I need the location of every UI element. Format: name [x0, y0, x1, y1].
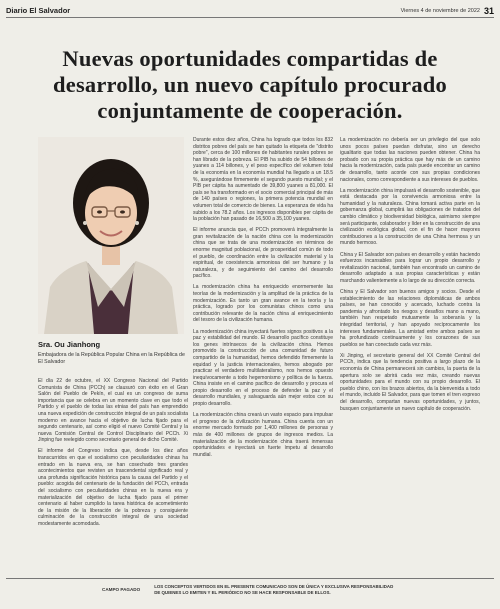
- paragraph: La modernización china inyectará fuertes signos positivos a la paz y estabilidad del mundo. El desarrollo pacífico constituye los genes intrínsecos de la civilización china. Hemos promovido la construcción de una comunidad de futuro compartido de la humanidad, hemos defendido firmemente la equidad y la justicia internacionales, hemos abogado por practicar el verdadero multilateralismo, nos hemos opuesto inequívocamente a todo hegemonismo y política de la fuerza. China insiste en el camino pacífico de desarrollo y procura el propio desarrollo en el proceso de defender la paz y el desarrollo mundiales, y salvaguarda aún mejor estos con su propio desarrollo.: [193, 328, 333, 408]
- ambassador-portrait: [38, 137, 184, 334]
- paragraph: Xi Jinping, el secretario general del XX Comité Central del PCCh, indica que la tendencia positiva a largo plazo de la economía de China permanecerá sin cambios, la puerta de la apertura solo se abrirá cada vez más, creando nuevas oportunidades para el mundo con su propio desarrollo. El pueblo chino, con los brazos abiertos, da la bienvenida a todo el mundo, incluido El Salvador, para que tomen el tren expreso del desarrollo, compartan nuevas oportunidades, y juntos, busquen conjuntamente un nuevo capítulo de cooperación.: [340, 352, 480, 412]
- paragraph: China y El Salvador son buenos amigos y socios. Desde el establecimiento de las relaciones diplomáticas de ambos países, se han conocido y acercado, luchado contra la pandemia y afrontado los riesgos y desafíos mano a mano, también han respetado mutuamente la soberanía y la integridad territorial, y han apoyado recíprocamente los intereses fundamentales. La amistad entre ambos países se ha profundizado continuamente y los corazones de sus pueblos se han conectado cada vez más.: [340, 288, 480, 348]
- paragraph: El informe anuncia que, el PCCh promoverá integralmente la gran revitalización de la nación china con la modernización china que se trata de una modernización en términos de enorme magnitud poblacional, de prosperidad común de todo el pueblo, de coordinación entre la civilización material y la espiritual, de coexistencia armoniosa del ser humano y la naturaleza, y de seguimiento del camino del desarrollo pacífico.: [193, 227, 333, 280]
- masthead: [6, 4, 494, 18]
- paragraph: El informe del Congreso indica que, desde los diez años transcurridos en que el socialismo con peculiaridades chinas ha entrado en la nueva era, se han cosechado tres grandes acontecimientos que revisten un trascendental significado real y una profunda significación histórica para la causa del Partido y el pueblo: acogida del centenario de la fundación del PCCh, entrada del socialismo con peculiaridades chinas en la nueva era y materialización del objetivo de lucha fijado para el primer centenario al haber cumplido la tarea histórica de acometimiento de la misión de la liberación de la pobreza y consiguiente culminación de la construcción integral de una sociedad modestamente acomodada.: [38, 448, 188, 527]
- portrait-illustration: [38, 137, 184, 334]
- paragraph: La modernización china ha enriquecido enormemente las teorías de la modernización y la amplitud de la práctica de la modernización. Es tanto un gran avance en la teoría y la práctica, logrado por los comunistas chinos como una contribución relevante de la nación china al enriquecimiento del tesoro de la civilización humana.: [193, 284, 333, 324]
- paid-field-label: CAMPO PAGADO: [102, 587, 141, 592]
- newspaper-name: Diario El Salvador: [6, 6, 71, 15]
- caption-name: Sra. Ou Jianhong: [38, 340, 101, 349]
- article-column-1: [38, 378, 188, 532]
- page-number: 31: [483, 5, 494, 16]
- article-headline: Nuevas oportunidades compartidas de desarrollo, un nuevo capítulo procurado conjuntamente de cooperación.: [53, 46, 447, 123]
- paragraph: China y El Salvador son países en desarrollo y están haciendo esfuerzos incansables para lograr un propio desarrollo y revitalización nacional, también han encontrado un camino de desarrollo adaptado a sus propias características y están marchando valientemente a lo largo de su dirección correcta.: [340, 251, 480, 284]
- article-column-3: [340, 137, 480, 417]
- paragraph: La modernización no debería ser un privilegio del que solo unos pocos países puedan disfrutar, sino un derecho igualitario que todas las naciones pueden obtener. China ha probado con su propia práctica que hay más de un camino hacia la modernización, cada país puede encontrar un camino de desarrollo, tanto acorde con sus propias condiciones nacionales, como correspondiente a sus intereses de pueblos.: [340, 137, 480, 183]
- masthead-right: [401, 6, 494, 16]
- article-column-2: [193, 137, 333, 463]
- paid-notice-footer: [6, 578, 494, 600]
- paragraph: La modernización china impulsará el desarrollo sostenible, que está destacada por la convivencia armoniosa entre la humanidad y la naturaleza. China tomará activa parte en la gobernanza global, cumplirá las obligaciones de tratados del cambio climático y biodiversidad biológica, asimismo siempre será participante, colaborador y líder en la construcción de una civilización ecológica global, con el fin de hacer mayores contribuciones a la construcción de una China hermosa y un mundo hermoso.: [340, 187, 480, 247]
- caption-role: Embajadora de la República Popular China en la República de El Salvador: [38, 352, 185, 365]
- paragraph: Durante estos diez años, China ha logrado que todos los 832 distritos pobres del país se han quitado la etiqueta de "distrito pobre", cerca de 100 millones de habitantes rurales pobres se han librado de la pobreza. El PIB ha subido de 54 billones de yuanes a 114 billones, y el peso específico del volumen total de la economía en la economía mundial ha llegado a un 18.5 %, asegurándose firmemente el segundo puesto mundial; y el PIB per cápita ha aumentado de 39,800 yuanes a 81,000. El país se ha transformado en el socio comercial principal de más de 140 países o regiones, la primera potencia mundial en volumen total de comercio de bienes. La esperanza de vida ha subido a los 78.2 años. Los ingresos disponibles per cápita de la población han pasado de 16,500 a 35,100 yuanes.: [193, 137, 333, 223]
- disclaimer-text: LOS CONCEPTOS VERTIDOS EN EL PRESENTE COMUNICADO SON DE ÚNICA Y EXCLUSIVA RESPONSABILIDAD DE QUIENES LO EMITEN Y EL PERIÓDICO NO SE HACE RESPONSABLE DE ELLOS.: [154, 583, 394, 595]
- issue-date: Viernes 4 de noviembre de 2022: [400, 7, 480, 14]
- paragraph: El día 22 de octubre, el XX Congreso Nacional del Partido Comunista de China (PCCh) se clausuró con éxito en el Gran Salón del Pueblo de Pekín, el cual es un congreso de suma importancia que se celebra en un momento clave en que todo el Partido y el pueblo de todas las etnias del país han emprendido una nueva expedición de construcción integral de un país socialista moderno en avance hacia el objetivo de lucha fijado para el segundo centenario, así como eligió el nuevo Comité Central y la nueva Comisión Central de Control Disciplinario del PCCh. Xi Jinping fue reelegido como secretario general de dicho Comité.: [38, 378, 188, 444]
- paragraph: La modernización china creará un vasto espacio para impulsar el progreso de la civilización humana. China cuenta con un enorme mercado formado por 1,400 millones de personas y más de 400 millones de grupos de ingresos medios. La materialización de la modernización china traerá inmensas oportunidades e inyectará un fuerte ímpetu al desarrollo mundial.: [193, 412, 333, 458]
